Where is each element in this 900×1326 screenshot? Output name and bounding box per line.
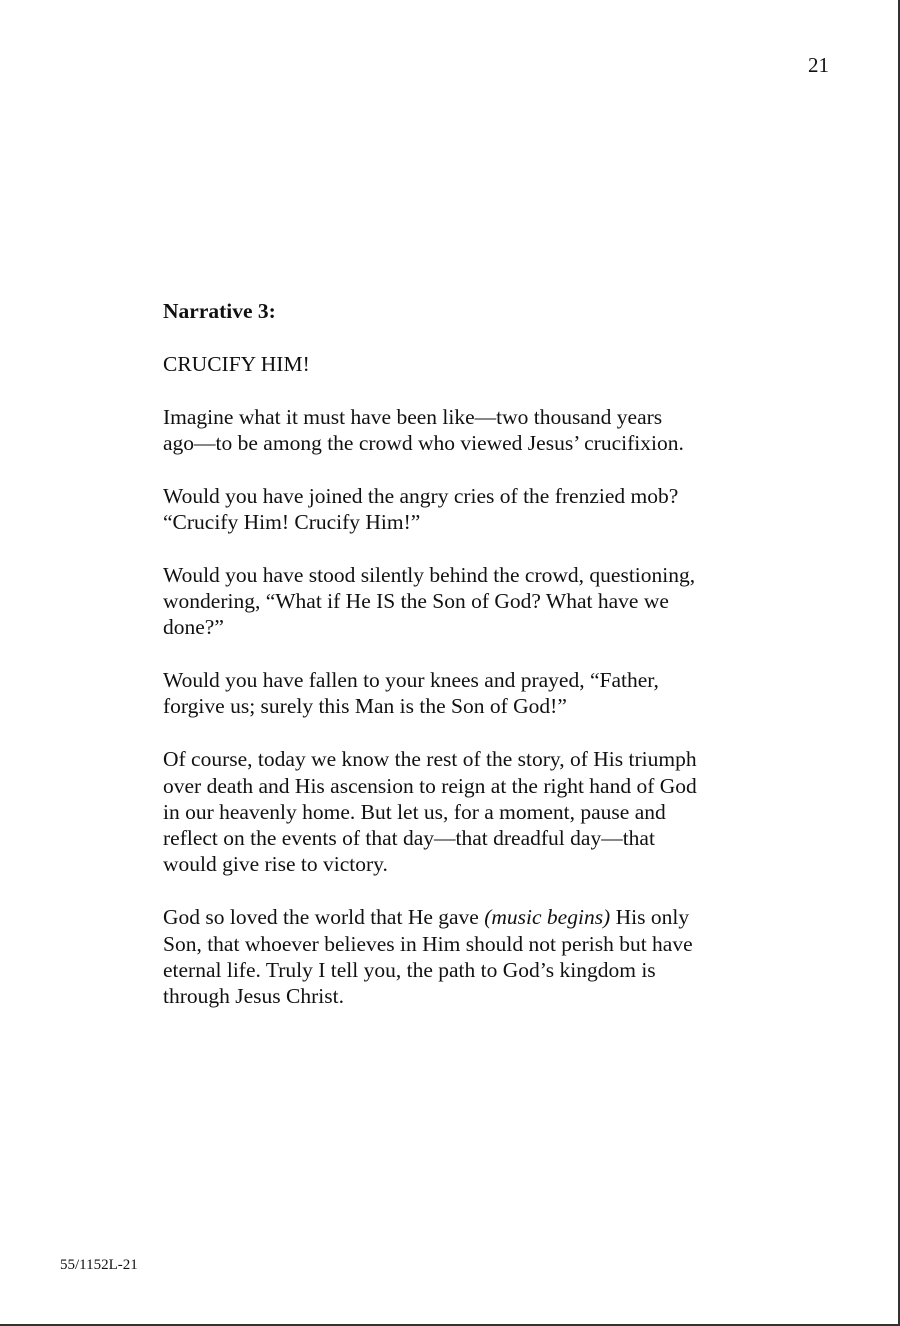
paragraph-line: Would you have fallen to your knees and prayed, “Father,: [163, 668, 659, 693]
paragraph-line: wondering, “What if He IS the Son of God? What have we: [163, 589, 669, 614]
paragraph-4: [163, 667, 763, 720]
paragraph-line: Would you have joined the angry cries of the frenzied mob?: [163, 483, 679, 508]
stage-direction: (music begins): [484, 905, 611, 930]
paragraph-line: Of course, today we know the rest of the story, of His triumph: [163, 747, 697, 772]
catalog-code: 55/1152L-21: [60, 1257, 138, 1273]
page-number: 21: [808, 53, 829, 77]
paragraph-line: through Jesus Christ.: [163, 984, 344, 1009]
line-text: His only: [610, 905, 690, 930]
paragraph-3: [163, 562, 763, 641]
paragraph-line: in our heavenly home. But let us, for a moment, pause and: [163, 799, 666, 824]
line-text: God so loved the world that He gave: [163, 905, 485, 930]
paragraph-line: would give rise to victory.: [163, 852, 388, 877]
paragraph-line: Would you have stood silently behind the crowd, questioning,: [163, 562, 696, 587]
paragraph-5: [163, 746, 763, 877]
paragraph-line: eternal life. Truly I tell you, the path to God’s kingdom is: [163, 957, 656, 982]
paragraph-line: ago—to be among the crowd who viewed Jesus’ crucifixion.: [163, 430, 684, 455]
paragraph-2: [163, 483, 763, 536]
paragraph-line: “Crucify Him! Crucify Him!”: [163, 509, 421, 534]
paragraph-line: over death and His ascension to reign at the right hand of God: [163, 773, 697, 798]
paragraph-6: [163, 904, 763, 1009]
paragraph-line: reflect on the events of that day—that dreadful day—that: [163, 826, 655, 851]
narrative-body: [163, 298, 763, 1036]
paragraph-1: [163, 404, 763, 457]
narrative-heading: Narrative 3:: [163, 299, 276, 323]
paragraph-line: Son, that whoever believes in Him should not perish but have: [163, 931, 693, 956]
paragraph-line: done?”: [163, 615, 224, 640]
narrative-title: CRUCIFY HIM!: [163, 351, 310, 376]
paragraph-line: Imagine what it must have been like—two thousand years: [163, 404, 663, 429]
paragraph-line-mixed: [163, 904, 763, 930]
paragraph-line: forgive us; surely this Man is the Son of God!”: [163, 694, 567, 719]
